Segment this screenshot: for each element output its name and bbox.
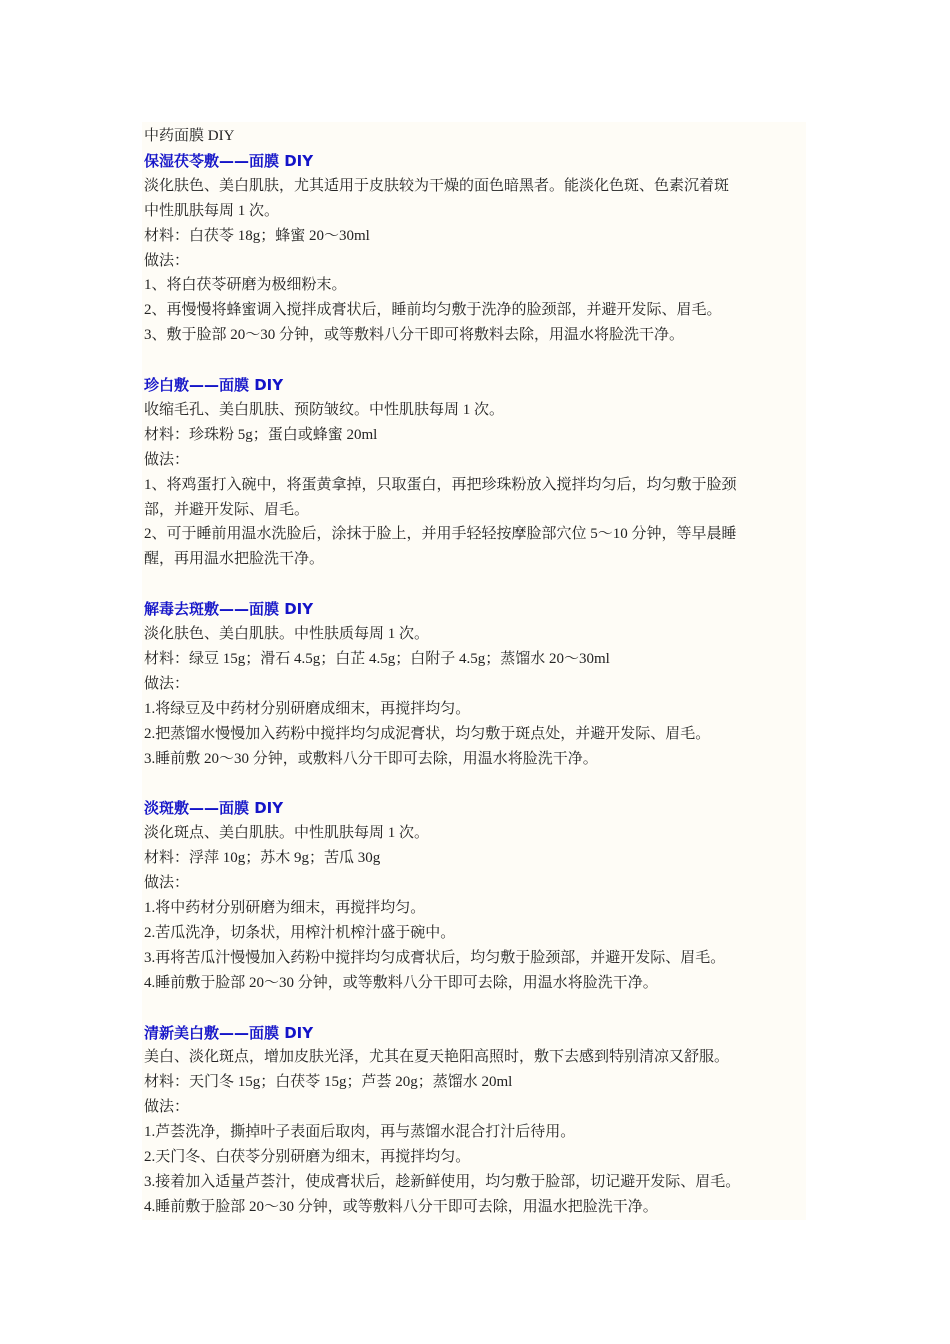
section-line: 做法： (144, 675, 190, 692)
section-line: 3.接着加入适量芦荟汁，使成膏状后，趁新鲜使用，均匀敷于脸部，切记避开发际、眉毛。 (144, 1174, 741, 1190)
section-line: 2.苦瓜洗净，切条状，用榨汁机榨汁盛于碗中。 (144, 924, 456, 941)
section-line: 1、将白茯苓研磨为极细粉末。 (144, 277, 347, 294)
document-body (144, 124, 808, 1220)
section-line: 1.将中药材分别研磨为细末，再搅拌均匀。 (144, 900, 426, 917)
section-line: 做法： (144, 252, 190, 269)
section-line: 2.天门冬、白茯苓分别研磨为细末，再搅拌均匀。 (144, 1149, 471, 1166)
section-line: 美白、淡化斑点，增加皮肤光泽，尤其在夏天艳阳高照时，敷下去感到特别清凉又舒服。 (144, 1049, 730, 1066)
section-line: 醒，再用温水把脸洗干净。 (144, 551, 325, 568)
section-line: 收缩毛孔、美白肌肤、预防皱纹。中性肌肤每周 1 次。 (144, 401, 505, 418)
section-4 (144, 796, 808, 995)
section-line: 淡化肤色、美白肌肤，尤其适用于皮肤较为干燥的面色暗黑者。能淡化色斑、色素沉着斑 (144, 177, 730, 194)
section-line: 3.再将苦瓜汁慢慢加入药粉中搅拌均匀成膏状后，均匀敷于脸颈部，并避开发际、眉毛。 (144, 949, 726, 966)
section-line: 淡化斑点、美白肌肤。中性肌肤每周 1 次。 (144, 825, 430, 842)
document-title: 中药面膜 DIY (144, 128, 235, 144)
section-heading: 淡斑敷——面膜 DIY (144, 799, 284, 818)
section-line: 1、将鸡蛋打入碗中，将蛋黄拿掉，只取蛋白，再把珍珠粉放入搅拌均匀后，均匀敷于脸颈 (144, 476, 737, 493)
section-line: 做法： (144, 1099, 190, 1116)
section-line: 2、再慢慢将蜂蜜调入搅拌成膏状后，睡前均匀敷于洗净的脸颈部，并避开发际、眉毛。 (144, 302, 722, 319)
section-line: 淡化肤色、美白肌肤。中性肤质每周 1 次。 (144, 626, 430, 643)
section-line: 1.将绿豆及中药材分别研磨成细末，再搅拌均匀。 (144, 700, 471, 717)
section-heading: 清新美白敷——面膜 DIY (144, 1023, 314, 1042)
section-line: 2.把蒸馏水慢慢加入药粉中搅拌均匀成泥膏状，均匀敷于斑点处，并避开发际、眉毛。 (144, 725, 711, 742)
section-line: 4.睡前敷于脸部 20～30 分钟，或等敷料八分干即可去除，用温水将脸洗干净。 (144, 974, 658, 991)
section-2 (144, 373, 808, 572)
section-line: 3.睡前敷 20～30 分钟，或敷料八分干即可去除，用温水将脸洗干净。 (144, 750, 598, 767)
section-line: 材料：白茯苓 18g；蜂蜜 20～30ml (144, 227, 370, 244)
section-line: 2、可于睡前用温水洗脸后，涂抹于脸上，并用手轻轻按摩脸部穴位 5～10 分钟，等早晨睡 (144, 526, 737, 543)
section-line: 材料：珍珠粉 5g；蛋白或蜂蜜 20ml (144, 426, 378, 443)
section-heading: 珍白敷——面膜 DIY (144, 376, 284, 395)
section-line: 1.芦荟洗净，撕掉叶子表面后取肉，再与蒸馏水混合打汁后待用。 (144, 1124, 576, 1141)
section-line: 部，并避开发际、眉毛。 (144, 501, 310, 518)
section-3 (144, 597, 808, 771)
section-line: 做法： (144, 451, 190, 468)
section-line: 材料：天门冬 15g；白茯苓 15g；芦荟 20g；蒸馏水 20ml (144, 1074, 513, 1091)
section-heading: 解毒去斑敷——面膜 DIY (144, 600, 314, 619)
section-line: 中性肌肤每周 1 次。 (144, 202, 280, 219)
section-heading: 保湿茯苓敷——面膜 DIY (144, 151, 314, 170)
section-line: 3、敷于脸部 20～30 分钟，或等敷料八分干即可将敷料去除，用温水将脸洗干净。 (144, 327, 685, 344)
section-5 (144, 1021, 808, 1220)
section-line: 做法： (144, 875, 190, 892)
section-line: 材料：浮萍 10g；苏木 9g；苦瓜 30g (144, 850, 381, 867)
section-line: 4.睡前敷于脸部 20～30 分钟，或等敷料八分干即可去除，用温水把脸洗干净。 (144, 1198, 658, 1215)
section-1 (144, 149, 808, 348)
section-line: 材料：绿豆 15g；滑石 4.5g；白芷 4.5g；白附子 4.5g；蒸馏水 20～30ml (144, 651, 610, 667)
